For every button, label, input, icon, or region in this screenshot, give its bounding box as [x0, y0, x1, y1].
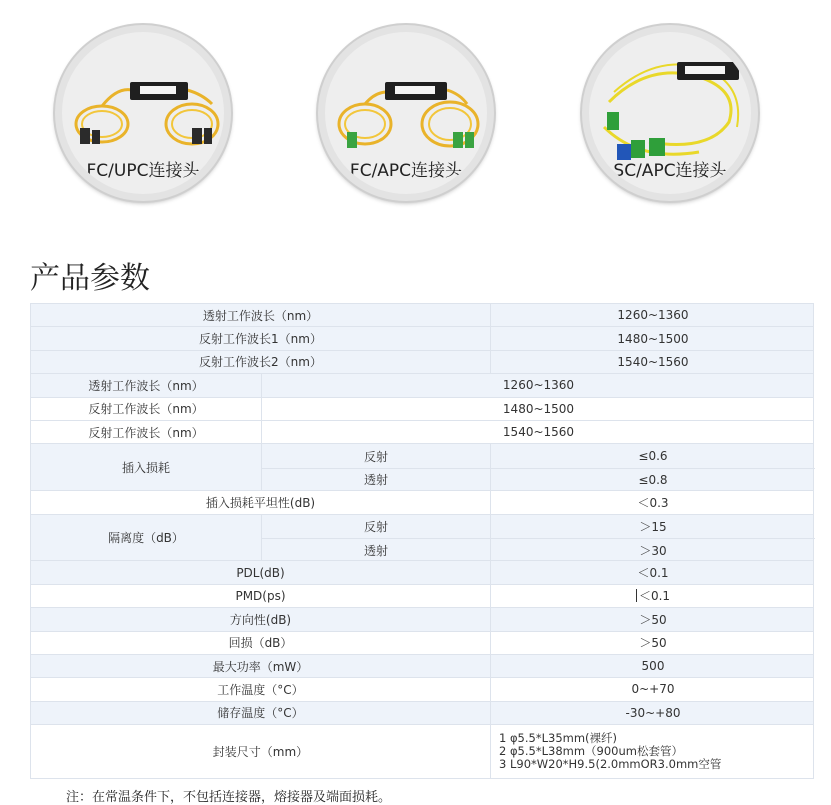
param-label: 回损（dB） [228, 636, 293, 651]
connector-caption: SC/APC连接头 [613, 161, 727, 181]
param-value: ≤0.8 [490, 469, 815, 491]
product-photo-fc-apc [318, 25, 494, 201]
param-value: -30~+80 [490, 702, 815, 724]
table-row [31, 702, 813, 725]
param-value: ＞50 [490, 608, 815, 630]
param-label: 反射工作波长2（nm） [199, 355, 322, 370]
param-value: 1480~1500 [490, 327, 815, 349]
sub-label: 透射 [261, 469, 490, 491]
table-row [31, 561, 813, 584]
param-value: ＞50 [490, 632, 815, 654]
table-row [31, 608, 813, 631]
param-label: 储存温度（°C） [217, 706, 304, 721]
table-row [31, 655, 813, 678]
sub-row [261, 468, 815, 491]
table-row-group [31, 444, 813, 491]
connector-caption: FC/APC连接头 [349, 161, 463, 181]
param-label: 反射工作波长1（nm） [199, 332, 322, 347]
sub-label: 反射 [261, 515, 490, 538]
param-value: 1540~1560 [261, 421, 815, 443]
sub-label: 反射 [261, 444, 490, 467]
param-value: 1540~1560 [490, 351, 815, 373]
param-value: ≤0.6 [490, 444, 815, 467]
param-value: ＞15 [490, 515, 815, 538]
table-row [31, 351, 813, 374]
table-row [31, 678, 813, 701]
package-option: 1 φ5.5*L35mm(裸纤) [499, 731, 618, 746]
product-photo-sc-apc [582, 25, 758, 201]
sub-row [261, 515, 815, 538]
param-value-lines [490, 725, 815, 778]
package-option: 3 L90*W20*H9.5(2.0mmOR3.0mm空管 [499, 757, 722, 772]
param-label: 最大功率（mW） [212, 659, 309, 674]
footnote: 注：在常温条件下，不包括连接器，熔接器及端面损耗。 [66, 790, 392, 805]
param-value: 1260~1360 [261, 374, 815, 396]
table-row [31, 632, 813, 655]
param-value: 0~+70 [490, 678, 815, 700]
table-row-group [31, 515, 813, 562]
param-label: 透射工作波长（nm） [88, 378, 204, 393]
param-label: 工作温度（°C） [217, 682, 304, 697]
param-value: 1480~1500 [261, 398, 815, 420]
param-value: ＜0.1 [490, 561, 815, 583]
table-row [31, 327, 813, 350]
param-label: PDL(dB) [236, 565, 285, 580]
package-option: 2 φ5.5*L38mm（900um松套管） [499, 744, 683, 759]
section-title: 产品参数 [30, 261, 150, 296]
sub-row [261, 444, 815, 467]
table-row [31, 398, 813, 421]
param-label: 反射工作波长（nm） [88, 402, 204, 417]
text-cursor [636, 589, 637, 602]
product-photo-fc-upc [55, 25, 231, 201]
spec-table [30, 303, 814, 779]
param-label: 透射工作波长（nm） [202, 308, 319, 323]
param-label: 封装尺寸（mm） [212, 745, 309, 760]
table-row [31, 421, 813, 444]
table-row [31, 725, 813, 778]
param-label: 插入损耗 [121, 460, 170, 475]
param-label: 方向性(dB) [229, 612, 292, 627]
param-value-with-cursor [490, 585, 815, 607]
param-value: 1260~1360 [490, 304, 815, 326]
table-row [31, 304, 813, 327]
table-row [31, 585, 813, 608]
param-label: PMD(ps) [235, 588, 286, 603]
sub-label: 透射 [261, 539, 490, 561]
param-value: ＞30 [490, 539, 815, 561]
param-label: 插入损耗平坦性(dB) [205, 495, 316, 510]
param-value: ＜0.1 [638, 589, 671, 604]
param-value: ＜0.3 [490, 491, 815, 513]
table-row [31, 491, 813, 514]
param-label: 反射工作波长（nm） [88, 425, 204, 440]
param-label: 隔离度（dB） [108, 530, 184, 545]
table-row [31, 374, 813, 397]
connector-caption: FC/UPC连接头 [86, 161, 200, 181]
sub-row [261, 538, 815, 561]
param-value: 500 [490, 655, 815, 677]
